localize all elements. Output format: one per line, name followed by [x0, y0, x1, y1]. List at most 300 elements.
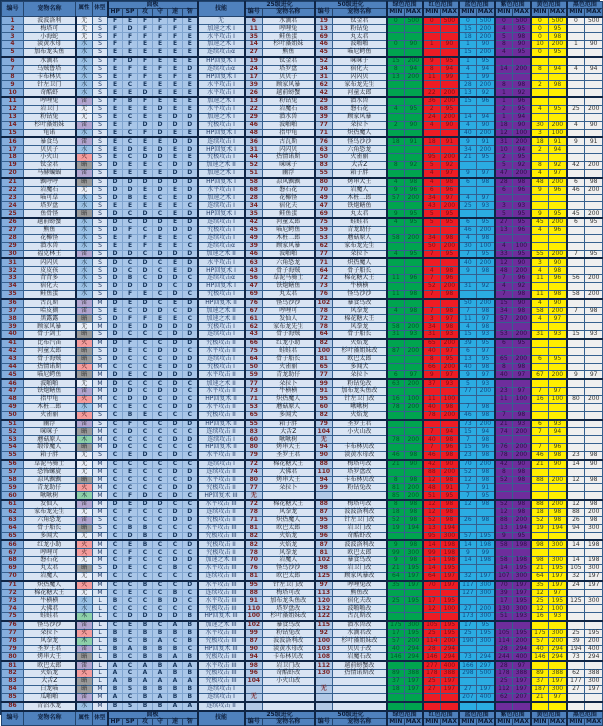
cell-size: S: [93, 178, 108, 186]
cell-size: S: [93, 81, 108, 89]
cell-size: S: [93, 307, 108, 315]
cell-size: S: [93, 154, 108, 162]
cell-skill: 究极攻击 II: [198, 411, 245, 419]
cell-range-yellow-min: [531, 411, 549, 419]
cell-range-yellow-max: [549, 202, 567, 210]
cell-stat-def: C: [153, 565, 168, 573]
cell-stat-hp: C: [108, 572, 123, 580]
cell-stat-def: C: [153, 468, 168, 476]
cell-range-yellow-max: 98: [549, 509, 567, 517]
cell-range-green-min: 99: [387, 549, 405, 557]
cell-range-green-min: 18: [387, 137, 405, 145]
cell-evo50-id: 19: [315, 17, 333, 25]
cell-range-green-min: [387, 468, 405, 476]
cell-evo50-id: 60: [315, 403, 333, 411]
cell-range-yellow-min: 25: [531, 597, 549, 605]
cell-evo25-name: 磐石花: [263, 186, 315, 194]
cell-stat-def: E: [153, 49, 168, 57]
cell-range-red-max: 195: [441, 565, 459, 573]
cell-range-red-min: 12: [423, 509, 441, 517]
cell-evo25-id: 104: [245, 678, 263, 686]
cell-range-purple-max: 98: [513, 81, 531, 89]
cell-stat-spd: D: [168, 121, 183, 129]
cell-range-black-min: [567, 532, 585, 540]
cell-stat-sp: B: [123, 97, 138, 105]
cell-evo50-id: 132: [315, 605, 333, 613]
cell-stat-atk: C: [138, 331, 153, 339]
cell-evo25-name: [263, 492, 315, 500]
cell-range-yellow-max: 97: [549, 693, 567, 701]
cell-range-yellow-min: [531, 532, 549, 540]
cell-range-purple-max: 95: [513, 532, 531, 540]
cell-stat-spd: C: [168, 282, 183, 290]
cell-skill: 连续攻击 I: [198, 218, 245, 226]
cell-stat-int: B: [183, 693, 198, 701]
cell-range-black-max: 197: [585, 572, 603, 580]
cell-evo25-name: 火焰龙: [263, 532, 315, 540]
cell-skill: 究极攻击 II: [198, 339, 245, 347]
cell-evo50-id: 73: [315, 282, 333, 290]
cell-range-black-min: [567, 403, 585, 411]
cell-stat-hp: D: [108, 218, 123, 226]
cell-stat-sp: E: [123, 403, 138, 411]
cell-range-black-max: 94: [585, 65, 603, 73]
cell-stat-def: D: [153, 371, 168, 379]
cell-size: S: [93, 57, 108, 65]
cell-skill: 水平攻击 II: [198, 371, 245, 379]
cell-range-red-max: 200: [441, 468, 459, 476]
cell-evo25-id: 26: [245, 89, 263, 97]
cell-evo25-name: 火焰龙: [263, 540, 315, 548]
cell-range-green-min: 18: [387, 685, 405, 693]
cell-id: 10: [2, 89, 24, 97]
cell-evo25-name: 梅塔可改: [263, 589, 315, 597]
header-panel-spd: 速: [168, 9, 183, 17]
cell-stat-sp: C: [123, 210, 138, 218]
cell-name: 暴食鸟: [24, 137, 76, 145]
cell-evo25-name: 小火山改: [263, 678, 315, 686]
cell-evo25-name: 怪鸟沙沙: [263, 299, 315, 307]
pet-row: [2, 218, 603, 226]
pet-row: [2, 540, 603, 548]
cell-range-purple-min: 27: [495, 218, 513, 226]
cell-stat-def: C: [153, 299, 168, 307]
cell-name: 草泥马骑士: [24, 460, 76, 468]
cell-evo25-id: 35: [245, 33, 263, 41]
cell-stat-hp: F: [108, 25, 123, 33]
cell-range-green-max: 200: [405, 637, 423, 645]
cell-evo25-id: 46: [245, 250, 263, 258]
cell-attr: 水: [76, 49, 93, 57]
cell-skill: 连续攻击 II: [198, 509, 245, 517]
cell-stat-def: E: [153, 363, 168, 371]
cell-stat-sp: C: [123, 597, 138, 605]
cell-attr: 暗: [76, 524, 93, 532]
cell-range-purple-min: 25: [495, 678, 513, 686]
cell-range-blue-min: 25: [459, 202, 477, 210]
cell-range-purple-min: 53: [495, 331, 513, 339]
cell-evo50-name: 贝贝子改: [333, 645, 387, 653]
cell-range-black-min: 24: [567, 581, 585, 589]
cell-evo25-name: 棉花糖大王: [263, 500, 315, 508]
cell-stat-hp: C: [108, 581, 123, 589]
cell-stat-atk: C: [138, 226, 153, 234]
cell-evo25-id: 6: [245, 17, 263, 25]
cell-range-blue-min: 13: [459, 89, 477, 97]
cell-range-purple-max: 300: [513, 572, 531, 580]
cell-evo50-id: 102: [315, 299, 333, 307]
cell-stat-atk: D: [138, 323, 153, 331]
cell-range-red-max: 95: [441, 57, 459, 65]
cell-id: 59: [2, 484, 24, 492]
cell-name: 福克林王: [24, 250, 76, 258]
cell-range-black-max: [585, 702, 603, 711]
cell-range-yellow-max: 93: [549, 331, 567, 339]
cell-range-purple-max: 100: [513, 395, 531, 403]
cell-range-green-min: 11: [387, 290, 405, 298]
cell-range-red-min: 6: [423, 186, 441, 194]
header-range-red-max: MAX: [441, 8, 457, 16]
cell-range-blue-min: 23: [459, 452, 477, 460]
cell-attr: 无: [76, 468, 93, 476]
cell-range-yellow-min: 31: [531, 331, 549, 339]
cell-stat-hp: A: [108, 670, 123, 678]
cell-id: 69: [2, 565, 24, 573]
cell-range-black-min: [567, 169, 585, 177]
cell-range-purple-max: 100: [513, 129, 531, 137]
cell-name: 比布汽笛: [24, 339, 76, 347]
cell-range-blue-max: 99: [477, 73, 495, 81]
cell-range-yellow-max: 100: [549, 395, 567, 403]
cell-evo50-id: 无: [315, 685, 333, 693]
cell-size: S: [93, 282, 108, 290]
cell-stat-atk: F: [138, 242, 153, 250]
cell-range-black-min: 62: [567, 670, 585, 678]
cell-attr: 火: [76, 484, 93, 492]
cell-evo25-id: 29: [245, 113, 263, 121]
cell-range-yellow-min: 40: [531, 645, 549, 653]
cell-range-yellow-max: 294: [549, 653, 567, 661]
cell-range-blue-max: 500: [477, 670, 495, 678]
cell-evo50-name: 箱子胖: [333, 169, 387, 177]
cell-id: 73: [2, 597, 24, 605]
cell-id: 58: [2, 476, 24, 484]
cell-range-purple-min: 28: [495, 645, 513, 653]
cell-skill: 水平攻击 I: [198, 258, 245, 266]
cell-stat-int: D: [183, 146, 198, 154]
cell-skill: 加速之术 II: [198, 307, 245, 315]
cell-name: 岩魔石: [24, 186, 76, 194]
cell-evo25-name: 熊鱼: [263, 49, 315, 57]
cell-stat-int: C: [183, 315, 198, 323]
cell-id: 71: [2, 581, 24, 589]
cell-range-purple-max: 197: [513, 589, 531, 597]
cell-stat-def: C: [153, 420, 168, 428]
cell-range-yellow-min: 88: [531, 500, 549, 508]
cell-range-blue-min: 7: [459, 307, 477, 315]
cell-evo50-id: 62: [315, 81, 333, 89]
cell-range-purple-min: [495, 194, 513, 202]
cell-range-red-min: 40: [423, 403, 441, 411]
cell-stat-hp: E: [108, 89, 123, 97]
cell-range-yellow-max: [549, 347, 567, 355]
cell-evo50-id: 100: [315, 637, 333, 645]
cell-evo25-name: 潜水兽: [263, 113, 315, 121]
cell-stat-spd: B: [168, 693, 183, 701]
cell-size: L: [93, 661, 108, 669]
cell-evo25-id: 81: [245, 524, 263, 532]
cell-name: 幽浮: [24, 420, 76, 428]
cell-evo25-name: 顾家风暴: [263, 242, 315, 250]
cell-id: 13: [2, 113, 24, 121]
cell-stat-sp: C: [123, 581, 138, 589]
pet-row: [2, 162, 603, 170]
cell-evo25-name: 针左卫门改: [263, 581, 315, 589]
cell-range-black-min: 125: [567, 597, 585, 605]
cell-stat-sp: F: [123, 549, 138, 557]
cell-stat-spd: C: [168, 460, 183, 468]
cell-attr: 水: [76, 258, 93, 266]
cell-stat-spd: D: [168, 371, 183, 379]
cell-range-black-min: [567, 484, 585, 492]
cell-stat-atk: D: [138, 492, 153, 500]
cell-range-green-min: 8: [387, 162, 405, 170]
cell-range-purple-max: 197: [513, 581, 531, 589]
cell-range-purple-max: 207: [513, 693, 531, 701]
cell-range-green-max: 90: [405, 460, 423, 468]
cell-range-red-min: 95: [423, 532, 441, 540]
cell-skill: 究极攻击 II: [198, 549, 245, 557]
cell-range-red-max: 195: [441, 597, 459, 605]
cell-attr: 无: [76, 113, 93, 121]
cell-evo50-name: 河童太郎: [333, 89, 387, 97]
cell-stat-atk: B: [138, 540, 153, 548]
header-range-yellow-min: MIN: [531, 718, 549, 725]
cell-range-red-min: 25: [423, 629, 441, 637]
cell-stat-spd: E: [168, 210, 183, 218]
cell-range-red-max: [441, 613, 459, 621]
cell-stat-def: D: [153, 154, 168, 162]
cell-range-red-max: 197: [441, 581, 459, 589]
cell-evo50-name: 火焰龙: [333, 339, 387, 347]
pet-row: [2, 210, 603, 218]
cell-range-blue-min: 5: [459, 379, 477, 387]
cell-size: M: [93, 323, 108, 331]
cell-size: S: [93, 516, 108, 524]
cell-range-green-min: 21: [387, 460, 405, 468]
cell-range-green-min: 37: [387, 678, 405, 686]
cell-stat-def: C: [153, 267, 168, 275]
cell-range-purple-min: 5: [495, 210, 513, 218]
cell-stat-hp: C: [108, 428, 123, 436]
cell-range-black-max: [585, 129, 603, 137]
cell-attr: 木: [76, 492, 93, 500]
cell-stat-int: C: [183, 234, 198, 242]
cell-range-red-min: 34: [423, 234, 441, 242]
cell-range-yellow-min: 3: [531, 129, 549, 137]
header-range-purple-max: MAX: [513, 717, 529, 725]
cell-stat-atk: E: [138, 290, 153, 298]
cell-evo25-id: 90: [245, 645, 263, 653]
cell-stat-atk: E: [138, 411, 153, 419]
cell-range-red-max: 96: [441, 444, 459, 452]
cell-range-purple-max: 95: [513, 106, 531, 114]
cell-name: 凉风飘飘: [24, 476, 76, 484]
cell-name: 越前螃蟹: [24, 218, 76, 226]
cell-stat-sp: E: [123, 468, 138, 476]
cell-stat-hp: E: [108, 234, 123, 242]
cell-range-blue-min: 9: [459, 137, 477, 145]
cell-stat-def: C: [153, 258, 168, 266]
cell-skill: 加速之术 II: [198, 250, 245, 258]
cell-stat-atk: D: [138, 299, 153, 307]
cell-range-yellow-max: [549, 194, 567, 202]
header-evo25-id: 编号: [245, 9, 263, 17]
cell-stat-atk: C: [138, 565, 153, 573]
cell-stat-int: D: [183, 121, 198, 129]
cell-evo50-id: 53: [315, 234, 333, 242]
cell-evo25-id: 63: [245, 258, 263, 266]
pet-row: [2, 106, 603, 114]
cell-evo25-name: 骨子海贼: [263, 267, 315, 275]
cell-id: 52: [2, 428, 24, 436]
cell-evo25-id: 61: [245, 315, 263, 323]
cell-stat-spd: E: [168, 81, 183, 89]
cell-size: M: [93, 492, 108, 500]
cell-stat-int: C: [183, 565, 198, 573]
pet-row: [2, 250, 603, 258]
pet-row: [2, 65, 603, 73]
cell-attr: 水: [76, 403, 93, 411]
cell-skill: HP回复术 III: [198, 645, 245, 653]
cell-range-black-max: 200: [585, 275, 603, 283]
cell-evo50-name: 喵尼鳄鱼: [333, 49, 387, 57]
cell-range-black-min: [567, 57, 585, 65]
cell-skill: 连续攻击α: [198, 275, 245, 283]
cell-range-green-max: 98: [405, 452, 423, 460]
cell-stat-int: E: [183, 106, 198, 114]
cell-stat-hp: D: [108, 339, 123, 347]
cell-size: S: [93, 17, 108, 25]
cell-evo50-name: 塔罗盘改: [333, 468, 387, 476]
cell-range-blue-max: [477, 290, 495, 298]
cell-stat-def: C: [153, 460, 168, 468]
cell-evo25-id: 14: [245, 41, 263, 49]
cell-attr: 暗: [76, 210, 93, 218]
cell-range-purple-min: 1: [495, 97, 513, 105]
cell-range-red-min: 36: [423, 97, 441, 105]
cell-evo25-name: 淡黄水母改: [263, 645, 315, 653]
cell-range-red-min: [423, 613, 441, 621]
cell-range-purple-min: 76: [495, 444, 513, 452]
cell-range-purple-max: [513, 194, 531, 202]
pet-row: [2, 388, 603, 396]
cell-range-black-min: 7: [567, 250, 585, 258]
cell-id: 28: [2, 234, 24, 242]
header-group-range-green: 绿色范围: [387, 2, 423, 9]
cell-stat-hp: C: [108, 516, 123, 524]
cell-range-purple-max: 94: [513, 113, 531, 121]
cell-stat-def: E: [153, 242, 168, 250]
cell-evo50-name: 宿化夫: [333, 65, 387, 73]
cell-id: 79: [2, 645, 24, 653]
cell-id: 54: [2, 444, 24, 452]
cell-stat-def: C: [153, 452, 168, 460]
cell-range-yellow-min: [531, 347, 549, 355]
cell-range-black-max: 300: [585, 524, 603, 532]
cell-attr: 木: [76, 637, 93, 645]
cell-range-red-min: [423, 589, 441, 597]
cell-stat-spd: B: [168, 670, 183, 678]
cell-range-black-min: 88: [567, 509, 585, 517]
cell-id: 26: [2, 218, 24, 226]
cell-evo50-id: 96: [315, 532, 333, 540]
cell-range-yellow-min: 4: [531, 169, 549, 177]
cell-range-red-max: 92: [441, 162, 459, 170]
cell-stat-hp: F: [108, 57, 123, 65]
cell-range-black-min: 194: [567, 645, 585, 653]
cell-name: 发仙人: [24, 500, 76, 508]
cell-range-black-max: 200: [585, 509, 603, 517]
cell-stat-sp: D: [123, 532, 138, 540]
cell-range-blue-min: [459, 702, 477, 711]
cell-evo50-name: 针左卫门改: [333, 516, 387, 524]
cell-range-yellow-min: 0: [531, 49, 549, 57]
cell-evo25-id: 53: [245, 403, 263, 411]
cell-range-yellow-min: [531, 339, 549, 347]
cell-range-blue-min: 15: [459, 97, 477, 105]
header-panel-atk: 攻: [138, 9, 153, 17]
cell-stat-hp: E: [108, 154, 123, 162]
cell-name: 卡布林贝: [24, 73, 76, 81]
cell-range-purple-min: 13: [495, 226, 513, 234]
cell-range-green-max: [405, 299, 423, 307]
cell-range-purple-max: 193: [513, 613, 531, 621]
header-panel-hp: HP: [108, 9, 123, 17]
cell-stat-hp: D: [108, 299, 123, 307]
cell-stat-spd: E: [168, 194, 183, 202]
cell-evo25-name: 水滴君: [263, 17, 315, 25]
cell-range-green-max: 200: [405, 323, 423, 331]
cell-range-blue-min: [459, 186, 477, 194]
pet-row: [2, 371, 603, 379]
cell-size: S: [93, 258, 108, 266]
cell-size: L: [93, 645, 108, 653]
cell-range-black-min: [567, 468, 585, 476]
cell-range-blue-min: 17: [459, 621, 477, 629]
cell-skill: 加速之术 I: [198, 41, 245, 49]
cell-range-yellow-max: 94: [549, 65, 567, 73]
cell-id: 35: [2, 290, 24, 298]
cell-range-purple-min: 28: [495, 178, 513, 186]
cell-stat-def: C: [153, 444, 168, 452]
cell-evo50-id: 70: [315, 186, 333, 194]
cell-evo50-id: 69: [315, 210, 333, 218]
cell-range-purple-max: 96: [513, 226, 531, 234]
cell-stat-atk: C: [138, 589, 153, 597]
header-group-range-yellow: 黄色范围: [531, 2, 567, 9]
cell-stat-sp: C: [123, 484, 138, 492]
cell-stat-hp: D: [108, 315, 123, 323]
header-row-groups: [2, 2, 603, 9]
cell-size: M: [93, 589, 108, 597]
cell-range-purple-max: [513, 347, 531, 355]
cell-name: 喵尼鳄鱼: [24, 371, 76, 379]
cell-skill: 究极攻击 III: [198, 637, 245, 645]
cell-stat-spd: D: [168, 484, 183, 492]
cell-skill: 究极攻击 III: [198, 670, 245, 678]
cell-range-red-min: 178: [423, 670, 441, 678]
